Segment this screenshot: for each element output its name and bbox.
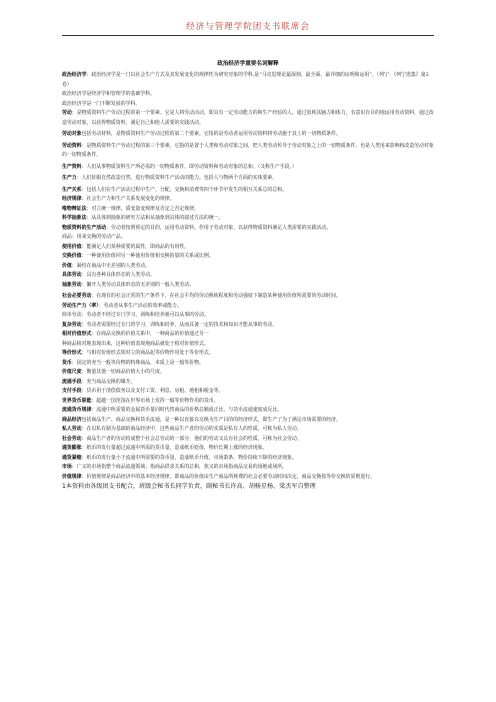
definition-text: 种商品相对地表现出来，这种价值表现地商品就处于相对价值形式。 bbox=[62, 340, 209, 347]
definition-term: 交换价值 bbox=[62, 253, 82, 259]
definition-term: 支付手段 bbox=[62, 388, 82, 394]
definition-entry bbox=[62, 311, 434, 321]
definition-term: 生产资料 bbox=[62, 163, 82, 170]
definition-text: 商品：用来交换的劳动产品。 bbox=[62, 234, 126, 240]
definition-term: 等价形式 bbox=[62, 350, 82, 356]
footer-note: 1本资料由各级团支书配合，班级会秘书长同学负责，副秘书长许高、胡杨星杨、梁杰军自整理 bbox=[62, 483, 316, 490]
definition-text: ：广义的市场指整个商品流通领域；指商品供求关系的总和，狭义的市场指商品交易的场地或场所。 bbox=[71, 464, 287, 470]
definition-entry bbox=[62, 109, 434, 128]
definition-text: ：货币用于清偿债务以及支付工资、利息、房租、地租和税金等。 bbox=[81, 388, 224, 394]
definition-entry bbox=[62, 214, 434, 224]
definition-text: ：具有各种具体形态的人类劳动。 bbox=[81, 272, 155, 278]
definition-text: ：价值规律是商品经济中的基本经济规律。即商品的价值由生产商品所耗费的社会必要劳动时间决定，商品交换按等价交换的原则进行。 bbox=[81, 473, 376, 480]
definition-entry bbox=[62, 271, 434, 281]
definition-text: ：一种使用价值同另一种使用价值相交换的量的关系或比例。 bbox=[81, 253, 214, 259]
definition-entry bbox=[62, 243, 434, 253]
definition-term: 货币 bbox=[62, 359, 72, 366]
definition-entry bbox=[62, 321, 434, 331]
definition-term: 社会必要劳动 bbox=[62, 293, 92, 299]
definition-text: ：固定的充当一般等价物的特殊商品，本质上是一般等价物。 bbox=[71, 359, 204, 366]
definition-term: 商品经济 bbox=[62, 416, 82, 423]
definition-entry bbox=[62, 387, 434, 397]
definition-entry bbox=[62, 252, 434, 262]
definition-text: ：包括人们在生产活动过程中生产、分配、交换和消费等四个环节中发生的相互关系总的总和。 bbox=[81, 186, 287, 193]
definition-text: ：人们征服自然改造自然，进行物质资料生产活动的能力。包括人与物两个方面的实体要素。 bbox=[76, 175, 278, 181]
definition-text: ：劳动者从事生产活动的效率或能力。 bbox=[98, 302, 182, 309]
page-header: 经济与管理学院团支书联席会 bbox=[62, 20, 434, 36]
definition-term: 通货紧缩 bbox=[62, 454, 82, 461]
definition-text: ：流通中所需要的金属货币量同时代售商品的价格总额成正比，与货币流通速度成反比。 bbox=[91, 407, 283, 413]
definition-term: 复杂劳动 bbox=[62, 321, 82, 328]
definition-entry bbox=[62, 416, 434, 426]
definition-term: 经济规律 bbox=[62, 196, 82, 202]
definition-term: 相对价值形式 bbox=[62, 331, 92, 337]
definition-text: 政治经济学是经济学和管理学的基础学科。 bbox=[62, 91, 155, 97]
document-body bbox=[62, 71, 434, 492]
definition-term: 劳动资料 bbox=[62, 142, 82, 149]
definition-term: 劳动对象 bbox=[62, 131, 82, 137]
definition-text: ：能满足人们某种需要的属性，即商品的有用性。 bbox=[81, 243, 190, 250]
definition-entry bbox=[62, 473, 434, 483]
definition-entry bbox=[62, 378, 434, 388]
definition-text: ：人们从事物质资料生产所必需的一切物质条件，即劳动资料和劳动对象的总和。（又称生产手段。） bbox=[81, 163, 297, 170]
definition-entry bbox=[62, 444, 434, 454]
definition-term: 唯物辩证法 bbox=[62, 205, 87, 212]
definition-entry bbox=[62, 406, 434, 416]
definition-term: 私人劳动 bbox=[62, 426, 82, 432]
definition-text: 包括商品生产、商品交换和货币流通，是一种以直接以交换为生产目的的经济形式，即生产了为了满足市场需要的经济。 bbox=[81, 416, 341, 423]
definition-text: ：与相对价值形式相对立的商品起等价物作用处于等价形式。 bbox=[81, 350, 214, 356]
definition-term: 流通手段 bbox=[62, 378, 82, 385]
definition-text: ：社会生产力和生产关系发展变化的规律。 bbox=[81, 196, 175, 202]
definition-entry bbox=[62, 397, 434, 407]
definition-term: 价值规律 bbox=[62, 473, 82, 480]
definition-entry bbox=[62, 163, 434, 173]
definition-entry bbox=[62, 359, 434, 369]
definition-entry bbox=[62, 330, 434, 340]
definition-term: 使用价值 bbox=[62, 243, 82, 250]
definition-entry bbox=[62, 130, 434, 140]
document-title: 政治经济学重要名词解释 bbox=[217, 61, 279, 67]
definition-text: ：从具体到抽象的研究方法和从抽象到具体的叙述方法的统一。 bbox=[86, 215, 224, 221]
definition-text: ：是物质资料生产劳动过程的第三个要素。它指的是置于人类和劳动对象之间，把人类劳动传导于劳动对象之上的一切物质条件，也是人类用来影响和改造劳动对象的一切物质条件。 bbox=[62, 142, 434, 158]
definition-text: ：在商品交换的价值关系中，一种商品的价值通过另一 bbox=[91, 331, 209, 337]
definition-entry bbox=[62, 100, 434, 110]
definition-entry bbox=[62, 368, 434, 378]
definition-entry bbox=[62, 71, 434, 90]
definition-text: ：超越一国范围在世界市场上发挥一般等价物作用的货币。 bbox=[91, 397, 219, 404]
definition-entry bbox=[62, 281, 434, 291]
definition-entry bbox=[62, 292, 434, 302]
definition-entry bbox=[62, 463, 434, 473]
definition-term: 流通货币规律 bbox=[62, 407, 92, 413]
definition-text: 包括劳动材料，是物质资料生产劳动过程的第二个要素。它指的是劳动者运用劳动资料将劳动施于其上的一切物质条件。 bbox=[81, 131, 341, 137]
definition-entry bbox=[62, 205, 434, 215]
definition-text: ：劳动者按照预定的目的，运用劳动资料，作用于劳动对象，以获得物质资料满足人类需要的实践活动。 bbox=[106, 224, 332, 231]
definition-entry bbox=[62, 262, 434, 272]
definition-entry bbox=[62, 340, 434, 350]
definition-term: 价值 bbox=[62, 262, 72, 269]
definition-entry bbox=[62, 186, 434, 196]
definition-text: ：劳动者需要经过专门的学习，训练和培养，从而具备一定的技术和知识才能从事的劳动。 bbox=[81, 321, 278, 328]
definition-text: 政治经济学是一门不断发展的学科。 bbox=[62, 100, 141, 107]
definition-entry bbox=[62, 349, 434, 359]
definition-text: ：是物质资料生产劳动过程的第一个要素。它是人将劳动活动，即具有一定劳动能力的和生产经验的人，通过消耗其脑力和体力，有意识有目的地运用劳动资料，通过改造劳动对象，以获得物质资料，满足自己和他人需要的实践活动。 bbox=[62, 110, 434, 126]
definition-text: ：衡量其他一切商品价值大小的尺度。 bbox=[81, 369, 165, 375]
definition-term: 科学抽象法 bbox=[62, 215, 87, 221]
definition-text: 简单劳动：劳动者不经过专门学习，训练和培养就可以从事的劳动。 bbox=[62, 312, 209, 318]
definition-entry bbox=[62, 233, 434, 243]
definition-entry bbox=[62, 454, 434, 464]
definition-entry bbox=[62, 435, 434, 445]
definition-entry bbox=[62, 224, 434, 234]
definition-entry bbox=[62, 195, 434, 205]
definition-entry bbox=[62, 302, 434, 312]
definition-entry bbox=[62, 90, 434, 100]
definition-term: 生产力 bbox=[62, 175, 77, 181]
definition-term: 劳动 bbox=[62, 110, 72, 116]
definition-term: 具体劳动 bbox=[62, 272, 82, 278]
definition-text: ：纸币的发行量超过流通中所需的货币量，造成纸币贬值，物价长期上涨的经济现象。 bbox=[81, 445, 268, 451]
definition-text: ：在以私有制为基础的商品经济中，这些商品生产者的劳动的实质是私有人的性质，可称为私人劳动。 bbox=[81, 426, 302, 432]
definition-entry bbox=[62, 174, 434, 184]
definition-term: 社会劳动 bbox=[62, 435, 82, 442]
definition-text: ：对立统一规律、质变量变规律及否定之否定规律。 bbox=[86, 205, 199, 212]
definition-term: 生产关系 bbox=[62, 186, 82, 193]
definition-term: 通货膨胀 bbox=[62, 445, 82, 451]
definition-term: 市场 bbox=[62, 464, 72, 470]
definition-text: ：凝结在商品中无差别的人类劳动。 bbox=[71, 262, 151, 269]
definition-text: ：纸币的发行量小于流通中所需要的货币量，造成纸币升值，市场萧条，物价持续下降的经济现象。 bbox=[81, 454, 297, 461]
definition-text: ：充当商品交换的媒介。 bbox=[81, 378, 136, 385]
definition-term: 抽象劳动 bbox=[62, 281, 82, 288]
definition-term: 政治经济学 bbox=[62, 72, 87, 78]
definition-text: ：政治经济学是一门以社会生产方式及其发展变化的规律性为研究对象的学科,是“马克思理论最深刻、最全面、最详细的证明和运用”。（列宁：《列宁选集》第2卷） bbox=[62, 72, 429, 88]
definition-term: 劳动生产力（率） bbox=[62, 302, 99, 309]
definition-text: ：在现有的社会正常的生产条件下，在社会平均的劳动熟练程度和劳动强度下制造某种使用价值所需要的劳动时间。 bbox=[91, 293, 341, 299]
definition-entry bbox=[62, 142, 434, 161]
definition-term: 物质资料的生产活动 bbox=[62, 224, 107, 231]
definition-entry bbox=[62, 425, 434, 435]
definition-term: 价值尺度 bbox=[62, 369, 82, 375]
definition-term: 世界货币职能 bbox=[62, 397, 92, 404]
definition-text: ：撇开人类劳动具体形态的无差别的一般人类劳动。 bbox=[81, 281, 195, 288]
definition-text: ：商品生产者的劳动构成整个社会总劳动的一部分，他们的劳动又具有社会的性质，可称为社会劳动。 bbox=[81, 435, 302, 442]
